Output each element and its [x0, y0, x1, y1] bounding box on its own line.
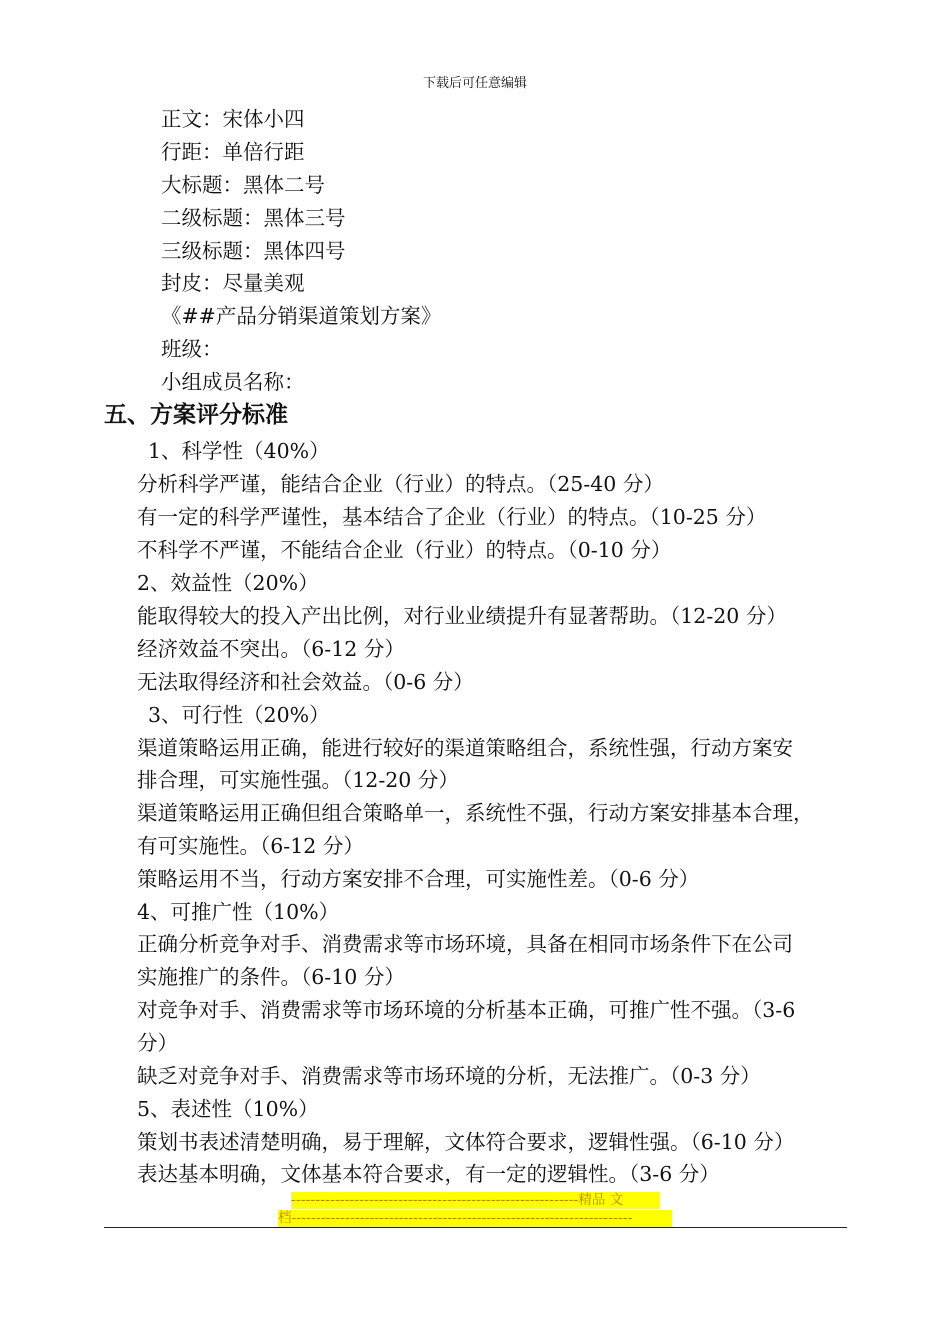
- criterion-3-title: 3、可行性（20%）: [148, 703, 330, 727]
- format-plan-title: 《##产品分销渠道策划方案》: [161, 304, 442, 328]
- criterion-3-line: 策略运用不当，行动方案安排不合理，可实施性差。（0-6 分）: [137, 867, 700, 891]
- criterion-4-line: 缺乏对竞争对手、消费需求等市场环境的分析，无法推广。（0-3 分）: [137, 1064, 761, 1088]
- format-body-font: 正文：宋体小四: [161, 107, 305, 131]
- section-heading: 五、方案评分标准: [104, 402, 288, 428]
- watermark-line-1: -----------------------------------------------------------精品 文: [291, 1192, 660, 1209]
- criterion-3-line: 有可实施性。（6-12 分）: [137, 834, 364, 858]
- criterion-2-line: 经济效益不突出。（6-12 分）: [137, 637, 405, 661]
- format-h3-font: 三级标题：黑体四号: [161, 239, 346, 263]
- criterion-1-line: 有一定的科学严谨性，基本结合了企业（行业）的特点。（10-25 分）: [137, 505, 767, 529]
- format-line-spacing: 行距：单倍行距: [161, 140, 305, 164]
- criterion-4-line: 分）: [137, 1031, 178, 1055]
- criterion-2-line: 能取得较大的投入产出比例，对行业业绩提升有显著帮助。（12-20 分）: [137, 604, 787, 628]
- criterion-3-line: 渠道策略运用正确，能进行较好的渠道策略组合，系统性强，行动方案安: [137, 736, 793, 760]
- format-cover: 封皮：尽量美观: [161, 271, 305, 295]
- criterion-5-line: 策划书表述清楚明确，易于理解，文体符合要求，逻辑性强。（6-10 分）: [137, 1130, 795, 1154]
- criterion-3-line: 排合理，可实施性强。（12-20 分）: [137, 768, 459, 792]
- criterion-4-title: 4、可推广性（10%）: [137, 900, 340, 924]
- criterion-4-line: 实施推广的条件。（6-10 分）: [137, 965, 405, 989]
- format-h2-font: 二级标题：黑体三号: [161, 206, 346, 230]
- criterion-5-line: 表达基本明确，文体基本符合要求，有一定的逻辑性。（3-6 分）: [137, 1162, 720, 1186]
- criterion-2-title: 2、效益性（20%）: [137, 571, 319, 595]
- watermark-line-2: 档----------------------------------------------------------------------: [278, 1210, 672, 1227]
- format-class: 班级：: [161, 337, 223, 361]
- criterion-1-title: 1、科学性（40%）: [148, 439, 330, 463]
- criterion-2-line: 无法取得经济和社会效益。（0-6 分）: [137, 670, 474, 694]
- criterion-4-line: 正确分析竞争对手、消费需求等市场环境，具备在相同市场条件下在公司: [137, 932, 793, 956]
- footer-divider: [104, 1227, 847, 1228]
- criterion-1-line: 不科学不严谨，不能结合企业（行业）的特点。（0-10 分）: [137, 538, 672, 562]
- criterion-5-title: 5、表述性（10%）: [137, 1097, 319, 1121]
- criterion-3-line: 渠道策略运用正确但组合策略单一，系统性不强，行动方案安排基本合理，: [137, 801, 814, 825]
- criterion-4-line: 对竞争对手、消费需求等市场环境的分析基本正确，可推广性不强。（3-6: [137, 998, 796, 1022]
- criterion-1-line: 分析科学严谨，能结合企业（行业）的特点。（25-40 分）: [137, 472, 664, 496]
- page-header: 下载后可任意编辑: [422, 76, 527, 91]
- format-members: 小组成员名称：: [161, 370, 305, 394]
- format-title-font: 大标题：黑体二号: [161, 173, 325, 197]
